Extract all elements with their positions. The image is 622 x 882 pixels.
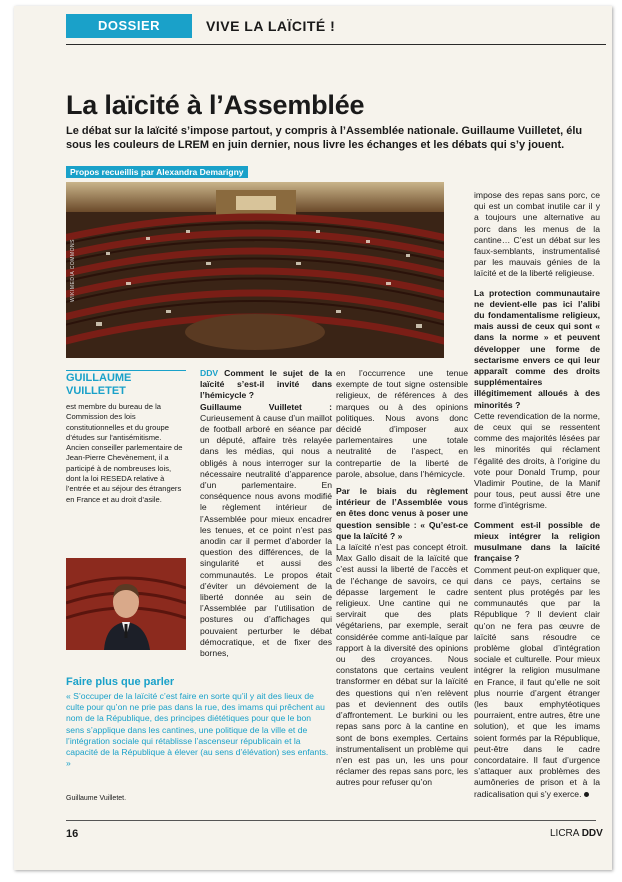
answer-1-continued: en l’occurrence une tenue exempte de tout signe ostensible religieux, de références à des marques ou à des opinions politiques. Nous avons donc décidé d’imposer aux parlementaires une totale neutralité de l’aspect, en contrepartie de la liberté de parole, absolue, dans l’hémicycle. bbox=[336, 368, 468, 479]
dossier-tag: DOSSIER bbox=[66, 14, 192, 38]
end-mark-icon bbox=[584, 792, 589, 797]
article-standfirst: Le débat sur la laïcité s’impose partout, y compris à l’Assemblée nationale. Guillaume Vuilletet, élu sous les couleurs de LREM en juin dernier, nous livre les échanges et les débats qui s’y jouent. bbox=[66, 125, 583, 151]
answer-4-text: Comment peut-on expliquer que, dans ce pays, certains se sentent plus protégés par les communautés que par la République ? Il devient clair qu’on ne fera pas œuvre de laïcité sans résoudre ce problème global d’intégration sociale et culturelle. Pour mieux intégrer la religion musulmane en France, il faut qu’elle ne soit plus nourrie d’argent étranger (les baux emphytéotiques pourraient, entre autres, être une solution), et que les imams soient formés par la République, peut-être dans le cadre concordataire. Il faut d’urgence s’attaquer aux problèmes des aumôneries de prison et à la radicalisation qui s’y exerce. bbox=[474, 564, 600, 799]
article-headline: La laïcité à l’Assemblée bbox=[66, 90, 365, 120]
pull-quote-text: « S’occuper de la laïcité c’est faire en sorte qu’il y ait des lieux de culte pour qu’on ne prie pas dans la rue, des imams qui prêchent au nom de la République, des principes diététiques pour que le bon sens s’applique dans les cantines, une politique de la ville et de l’intégration sociale qui rétablisse l’ascenseur républicain et la capacité de la République à élever (au sens d’élévation) ses enfants. » bbox=[66, 691, 329, 769]
sidebar-rule bbox=[66, 370, 186, 371]
answer-2-continued: impose des repas sans porc, ce qui est un combat inutile car il y a toujours une alternative au porc dans les menus de la cantine… C’est un débat sur les faux-semblants, instrumentalisé par les mauvais génies de la laïcité et de la liberté religieuse. bbox=[474, 190, 600, 279]
interview-credit: Propos recueillis par Alexandra Demarigny bbox=[66, 166, 248, 178]
footer-brand bbox=[550, 828, 603, 839]
question-4: Comment est-il possible de mieux intégrer la religion musulmane dans la laïcité française ? bbox=[474, 519, 600, 564]
section-title: VIVE LA LAÏCITÉ ! bbox=[206, 18, 336, 34]
question-2: Par le biais du règlement intérieur de l’Assemblée vous en êtes donc venus à poser une question sensible : « Qu’est-ce que la laïcité ? » bbox=[336, 486, 468, 541]
page-number: 16 bbox=[66, 828, 79, 840]
sidebar-bio: est membre du bureau de la Commission des lois constitutionnelles et du groupe d’études sur l’antisémitisme. Ancien conseiller parlementaire de Jean-Pierre Chevènement, il a participé à de nombreuses lois, dont la loi RESEDA relative à l’entrée et au séjour des étrangers en France et au droit d’asile. bbox=[66, 402, 183, 504]
footer-brand-name: DDV bbox=[581, 828, 603, 839]
sidebar-name bbox=[66, 372, 131, 398]
answer-1-text: Curieusement à cause d’un maillot de football arboré en séance par un député, affaire très relayée dans les médias, qui nous a obligés à nous interroger sur la nécessaire neutralité d’apparence d’un parlementaire. En conséquence nous avons modifié le règlement intérieur de l’Assemblée pour mieux encadrer les tenues, et ce point n’est pas anodin car il permet d’aborder la question des différences, de la singularité et aussi des communautés. Le propos était d’éviter un dévoiement de la liberté donnée au sein de l’Assemblée par l’utilisation de postures ou d’affichages qui pouvaient perturber le débat démocratique, et de fixer des bornes, bbox=[200, 412, 332, 659]
footer-rule bbox=[66, 820, 596, 821]
hemicycle-illustration bbox=[66, 182, 444, 358]
answer-2: La laïcité n’est pas concept étroit. Max Gallo disait de la laïcité que c’est aussi la liberté de l’accès et de l’échange de savoirs, ce qui dépasse largement le cadre religieux. Une cantine qui ne servirait que des plats végétariens, par exemple, serait considérée comme anti-laïque par rapport à la diversité des opinions ou des croyances. Nous constatons que certains veulent transformer en débat sur la laïcité des questions qui n’en relèvent pas et deviennent des outils d’affrontement. Le burkini ou les repas sans porc à la cantine en sont de bons exemples. Certains instrumentalisent un problème qui n’en est pas un, les uns pour réclamer des repas sans porc, les autres pour refuser qu’on bbox=[336, 542, 468, 788]
question-1 bbox=[200, 368, 332, 402]
section-header bbox=[66, 14, 606, 42]
pull-quote-title: Faire plus que parler bbox=[66, 676, 175, 688]
speaker-label: Guillaume Vuilletet : bbox=[200, 401, 332, 412]
ddv-label: DDV bbox=[200, 368, 219, 378]
header-rule bbox=[66, 44, 606, 45]
portrait-photo bbox=[66, 558, 186, 650]
article-column-2 bbox=[336, 368, 468, 789]
footer-brand-prefix: LICRA bbox=[550, 828, 579, 839]
answer-3: Cette revendication de la norme, de ceux qui se ressentent comme des majorités lésées par les minorités qui réclament l’égalité des droits, à l’origine du vote pour Donald Trump, pour Vladimir Poutine, de la Manif pour tous, peut aussi être une forme d’intégrisme. bbox=[474, 410, 600, 511]
article-column-3 bbox=[474, 190, 600, 800]
assembly-hemicycle-photo bbox=[66, 182, 444, 358]
article-column-1 bbox=[200, 368, 332, 659]
pull-quote bbox=[66, 676, 330, 769]
magazine-page bbox=[14, 6, 612, 870]
question-1-text: Comment le sujet de la laïcité s’est-il invité dans l’hémicycle ? bbox=[200, 368, 332, 401]
answer-4 bbox=[474, 565, 600, 800]
sidebar-name-last: VUILLETET bbox=[66, 385, 126, 397]
question-3: La protection communautaire ne devient-elle pas ici l’alibi du fondamentalisme religieux, mais aussi de ceux qui sont « dans la norme » et peuvent développer une forme de sectarisme envers ce qui leur apparaît comme des droits supplémentaires illégitimement alloués à des minorités ? bbox=[474, 287, 600, 410]
sidebar-name-first: GUILLAUME bbox=[66, 372, 132, 384]
answer-1 bbox=[200, 402, 332, 660]
photo-credit: WIKIMEDIA COMMONS bbox=[70, 239, 76, 302]
pull-quote-author: Guillaume Vuilletet. bbox=[66, 795, 127, 802]
portrait-illustration bbox=[66, 558, 186, 650]
